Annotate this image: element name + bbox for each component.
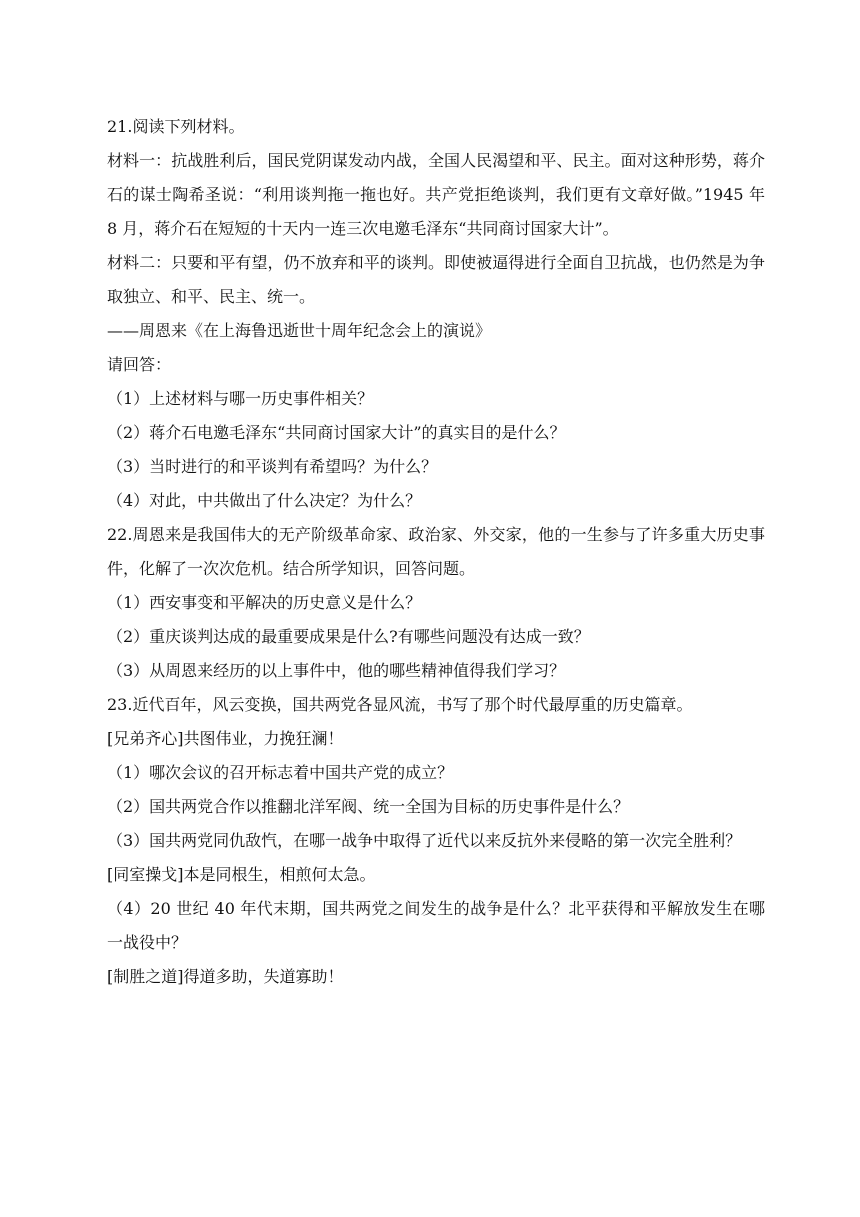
question-23-sub-1: （1）哪次会议的召开标志着中国共产党的成立？ — [107, 763, 454, 782]
question-21-source: ——周恩来《在上海鲁迅逝世十周年纪念会上的演说》 — [107, 321, 492, 340]
question-23-sub-2: （2）国共两党合作以推翻北洋军阀、统一全国为目标的历史事件是什么？ — [107, 797, 630, 816]
question-23-title: 23.近代百年，风云变换，国共两党各显风流，书写了那个时代最厚重的历史篇章。 — [107, 695, 693, 714]
question-23-section-2: [同室操戈]本是同根生，相煎何太急。 — [107, 865, 376, 884]
question-21-sub-3: （3）当时进行的和平谈判有希望吗？为什么？ — [107, 457, 438, 476]
question-22-sub-1: （1）西安事变和平解决的历史意义是什么？ — [107, 593, 422, 612]
document-content — [107, 110, 765, 994]
question-22-sub-2: （2）重庆谈判达成的最重要成果是什么?有哪些问题没有达成一致？ — [107, 627, 590, 646]
question-23-sub-4: （4）20 世纪 40 年代末期，国共两党之间发生的战争是什么？北平获得和平解放发生在哪一战役中？ — [107, 899, 765, 952]
question-21-material-1: 材料一：抗战胜利后，国民党阴谋发动内战，全国人民渴望和平、民主。面对这种形势，蒋介石的谋士陶希圣说：“利用谈判拖一拖也好。共产党拒绝谈判，我们更有文章好做。”1945 年 8 月，蒋介石在短短的十天内一连三次电邀毛泽东“共同商讨国家大计”。 — [107, 151, 765, 238]
question-22-title: 22.周恩来是我国伟大的无产阶级革命家、政治家、外交家，他的一生参与了许多重大历史事件，化解了一次次危机。结合所学知识，回答问题。 — [107, 525, 765, 578]
question-21-title: 21.阅读下列材料。 — [107, 117, 245, 136]
question-22-sub-3: （3）从周恩来经历的以上事件中，他的哪些精神值得我们学习？ — [107, 661, 566, 680]
question-21-sub-4: （4）对此，中共做出了什么决定？为什么？ — [107, 491, 422, 510]
question-21-prompt: 请回答： — [107, 355, 172, 374]
question-21-material-2: 材料二：只要和平有望，仍不放弃和平的谈判。即使被逼得进行全面自卫抗战，也仍然是为争取独立、和平、民主、统一。 — [107, 253, 765, 306]
question-23-sub-3: （3）国共两党同仇敌忾，在哪一战争中取得了近代以来反抗外来侵略的第一次完全胜利？ — [107, 831, 742, 850]
question-23-section-1: [兄弟齐心]共图伟业，力挽狂澜！ — [107, 729, 344, 748]
question-21-sub-2: （2）蒋介石电邀毛泽东“共同商讨国家大计”的真实目的是什么？ — [107, 423, 566, 442]
question-21-sub-1: （1）上述材料与哪一历史事件相关？ — [107, 389, 374, 408]
question-23-section-3: [制胜之道]得道多助，失道寡助！ — [107, 967, 344, 986]
